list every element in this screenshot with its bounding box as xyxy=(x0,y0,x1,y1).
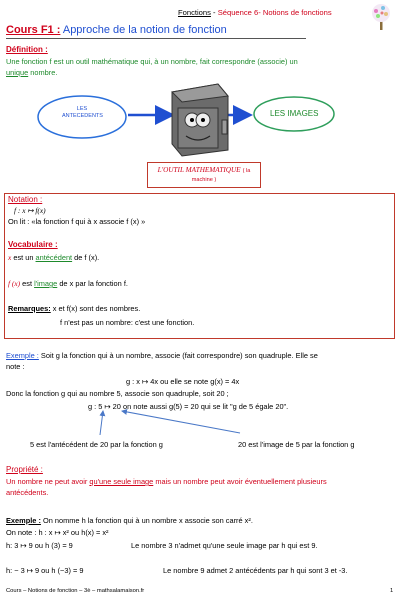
example1-formula2: g : 5 ↦ 20 on note aussi g(5) = 20 qui se lit "g de 5 égale 20". xyxy=(88,402,289,411)
definition-line2: unique nombre. xyxy=(6,68,58,77)
page-header: Fonctions - Séquence 6- Notions de fonctions xyxy=(178,8,332,17)
example2-note: On note : h : x ↦ x² ou h(x) = x² xyxy=(6,528,109,537)
example2-title: Exemple : xyxy=(6,516,41,525)
remarks-line1: Remarques: x et f(x) sont des nombres. xyxy=(8,304,141,313)
notation-formula: f : x ↦ f(x) xyxy=(14,206,46,215)
example1-line2: note : xyxy=(6,362,25,371)
title-divider xyxy=(6,38,306,39)
images-label: LES IMAGES xyxy=(270,109,319,118)
chapter-label: Fonctions xyxy=(178,8,211,17)
property-title: Propriété : xyxy=(6,465,43,474)
vocabulary-title: Vocabulaire : xyxy=(8,240,58,249)
example2-line1: Exemple : On nomme h la fonction qui à un nombre x associe son carré x². xyxy=(6,516,253,525)
image-annotation: 20 est l'image de 5 par la fonction g xyxy=(238,440,355,449)
tree-logo-icon xyxy=(368,3,394,31)
course-title: Approche de la notion de fonction xyxy=(60,24,227,36)
example2-line4b: Le nombre 9 admet 2 antécédents par h qui sont 3 et -3. xyxy=(163,566,348,575)
property-line1: Un nombre ne peut avoir qu'une seule image mais un nombre peut avoir éventuellement plusieurs xyxy=(6,477,327,486)
page-title xyxy=(6,24,227,36)
page-footer: Cours – Notions de fonction – 3è – mathsalamaison.fr xyxy=(6,588,145,594)
vocab-line2: f (x) est l'image de x par la fonction f. xyxy=(8,279,128,288)
vocab-line1: x est un antécédent de f (x). xyxy=(8,253,100,262)
definition-title: Définition : xyxy=(6,45,48,54)
example1-line1: Exemple : Soit g la fonction qui à un nombre, associe (fait correspondre) son quadruple. Elle se xyxy=(6,351,318,360)
page-number: 1 xyxy=(390,588,394,594)
machine-icon xyxy=(172,84,228,156)
example1-title: Exemple : xyxy=(6,351,39,360)
example2-line4a: h: − 3 ↦ 9 ou h (−3) = 9 xyxy=(6,566,84,575)
example1-formula: g : x ↦ 4x ou elle se note g(x) = 4x xyxy=(126,377,240,386)
example1-line3: Donc la fonction g qui au nombre 5, associe son quadruple, soit 20 ; xyxy=(6,389,229,398)
remarks-line2: f n'est pas un nombre: c'est une fonction. xyxy=(60,318,195,327)
antecedents-label: LES ANTECEDENTS xyxy=(62,106,103,119)
antecedent-annotation: 5 est l'antécédent de 20 par la fonction g xyxy=(30,440,163,449)
example2-line3a: h: 3 ↦ 9 ou h (3) = 9 xyxy=(6,541,73,550)
definition-line1: Une fonction f est un outil mathématique qui, à un nombre, fait correspondre (associe) un xyxy=(6,57,298,66)
machine-caption: L'OUTIL MATHEMATIQUE ( la machine ) xyxy=(147,162,261,188)
property-line2: antécédents. xyxy=(6,488,49,497)
course-label: Cours F1 : xyxy=(6,24,61,36)
example2-line3b: Le nombre 3 n'admet qu'une seule image par h qui est 9. xyxy=(131,541,318,550)
notation-title: Notation : xyxy=(8,195,43,204)
sequence-label: Séquence 6- Notions de fonctions xyxy=(217,8,332,17)
notation-read: On lit : «la fonction f qui à x associe f (x) » xyxy=(8,217,146,226)
